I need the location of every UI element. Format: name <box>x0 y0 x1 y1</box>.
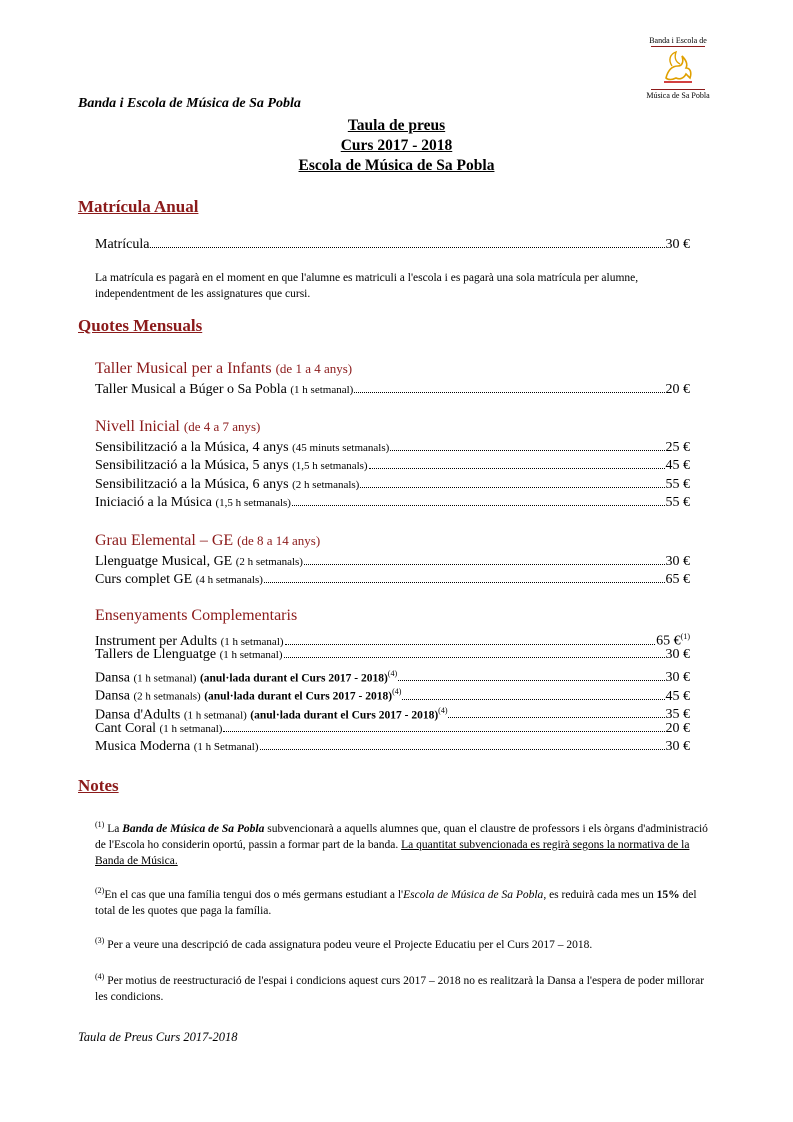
row-label: Musica Moderna (1 h Setmanal) <box>95 739 259 755</box>
note-2: $^{(2)}$En el cas que una família tengui dos o més germans estudiant a l'Escola de Música de Sa Pobla, es reduirà cada mes un 15% del total de les quotes que paga la família. <box>95 886 697 917</box>
row-label: Sensibilització a la Música, 4 anys (45 minuts setmanals) <box>95 440 390 455</box>
price-row <box>95 553 690 571</box>
row-price: 20 € <box>665 382 690 397</box>
row-matricula <box>95 236 690 254</box>
row-label: Taller Musical a Búger o Sa Pobla (1 h setmanal) <box>95 382 354 397</box>
row-price: 55 € <box>665 476 690 492</box>
row-price: 35 € <box>665 707 690 723</box>
price-row <box>95 381 690 399</box>
row-price: 65 €$^{(1)}$ <box>656 632 690 649</box>
row-label: Tallers de Llenguatge (1 h setmanal) <box>95 647 283 663</box>
document-titles <box>0 116 793 176</box>
row-label: Dansa (2 h setmanals) (anul·lada durant el Curs 2017 - 2018)$^{(4)}$ <box>95 687 402 704</box>
logo-top-text: Banda i Escola de <box>649 36 707 45</box>
title-line-3: Escola de Música de Sa Pobla <box>298 157 495 174</box>
row-price: 65 € <box>665 572 690 588</box>
price-row <box>95 720 690 738</box>
row-label: Matrícula <box>95 237 150 252</box>
row-label: Cant Coral (1 h setmanal) <box>95 721 223 736</box>
heading-matricula: Matrícula Anual <box>78 197 199 216</box>
row-label: Curs complet GE (4 h setmanals) <box>95 572 263 588</box>
pegasus-icon <box>658 48 698 88</box>
row-price: 45 € <box>665 688 690 704</box>
note-1: $^{(1)}$ La Banda de Música de Sa Pobla subvencionarà a aquells alumnes que, quan el claustre de professors i els òrgans d'administració de l'Escola ho considerin oportú, passin a formar part de la banda. La quantitat subvencionada es regirà segons la normativa de la Banda de Música. <box>95 820 708 867</box>
matricula-note: La matrícula es pagarà en el moment en que l'alumne es matriculi a l'escola i es pagarà una sola matrícula per alumne, independentment de les assignatures que cursi. <box>95 272 639 300</box>
row-label: Llenguatge Musical, GE (2 h setmanals) <box>95 554 303 569</box>
row-price: 25 € <box>665 440 690 455</box>
row-label: Instrument per Adults (1 h setmanal) <box>95 633 284 649</box>
page-footer: Taula de Preus Curs 2017-2018 <box>78 1030 238 1044</box>
row-label: Iniciació a la Música (1,5 h setmanals) <box>95 495 291 511</box>
row-price: 30 € <box>665 647 690 663</box>
row-price: 55 € <box>665 495 690 511</box>
row-price: 45 € <box>665 458 690 474</box>
price-row <box>95 457 690 475</box>
logo-bottom-text: Música de Sa Pobla <box>646 91 710 100</box>
row-price: 20 € <box>665 721 690 736</box>
row-label: Dansa d'Adults (1 h setmanal) (anul·lada durant el Curs 2017 - 2018)$^{(4)}$ <box>95 705 448 723</box>
note-3: $^{(3)}$ Per a veure una descripció de cada assignatura podeu veure el Projecte Educatiu per el Curs 2017 – 2018. <box>95 936 593 951</box>
category-title: Ensenyaments Complementaris <box>95 607 298 624</box>
school-logo <box>638 36 718 102</box>
price-row <box>95 439 690 457</box>
category-title: Grau Elemental – GE (de 8 a 14 anys) <box>95 532 321 549</box>
title-line-2: Curs 2017 - 2018 <box>340 137 453 154</box>
category-title: Nivell Inicial (de 4 a 7 anys) <box>95 418 261 435</box>
price-row <box>95 646 690 664</box>
row-label: Sensibilització a la Música, 5 anys (1,5 h setmanals) <box>95 458 368 474</box>
row-price: 30 € <box>665 554 690 569</box>
heading-notes: Notes <box>78 776 119 795</box>
title-line-1: Taula de preus <box>347 117 446 134</box>
price-row <box>95 494 690 512</box>
price-row <box>95 738 690 756</box>
row-price: 30 € <box>665 670 690 686</box>
price-row <box>95 476 690 494</box>
category-title: Taller Musical per a Infants (de 1 a 4 anys) <box>95 360 353 377</box>
row-price: 30 € <box>665 237 690 252</box>
row-label: Dansa (1 h setmanal) (anul·lada durant el Curs 2017 - 2018)$^{(4)}$ <box>95 668 398 686</box>
heading-quotes: Quotes Mensuals <box>78 316 203 335</box>
organization-name: Banda i Escola de Música de Sa Pobla <box>78 96 301 111</box>
price-row <box>95 571 690 589</box>
row-label: Sensibilització a la Música, 6 anys (2 h setmanals) <box>95 476 360 492</box>
row-price: 30 € <box>665 739 690 755</box>
note-4: $^{(4)}$ Per motius de reestructuració de l'espai i condicions aquest curs 2017 – 2018 no es realitzarà la Dansa a l'espera de poder millorar les condicions. <box>95 972 705 1003</box>
